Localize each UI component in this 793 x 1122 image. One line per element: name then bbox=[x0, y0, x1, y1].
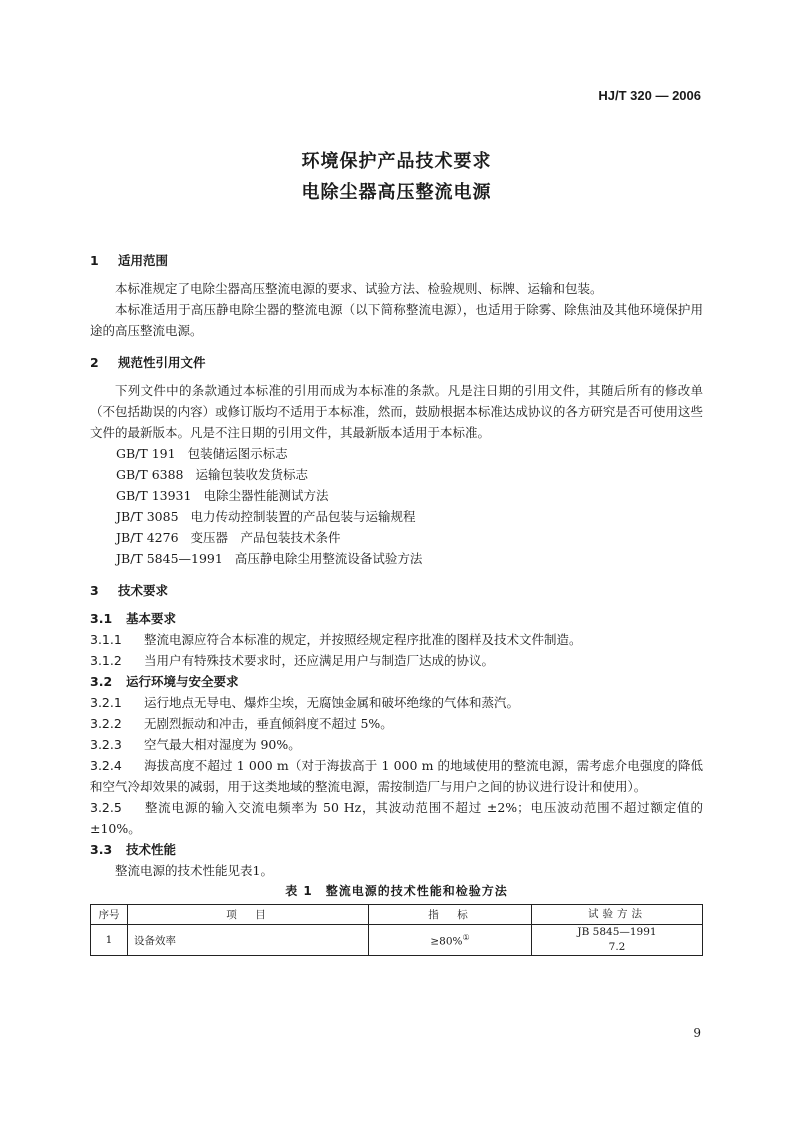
paragraph: 整流电源的技术性能见表1。 bbox=[115, 863, 273, 878]
paragraph: 本标准规定了电除尘器高压整流电源的要求、试验方法、检验规则、标牌、运输和包装。 bbox=[115, 281, 603, 296]
clause-text: 空气最大相对湿度为 90%。 bbox=[144, 737, 301, 752]
column-header-item: 项 目 bbox=[128, 905, 369, 925]
section-title: 技术要求 bbox=[118, 583, 169, 598]
paragraph: 下列文件中的条款通过本标准的引用而成为本标准的条款。凡是注日期的引用文件，其随后所有的修改单（不包括勘误的内容）或修订版均不适用于本标准，然而，鼓励根据本标准达成协议的各方研究是否可使用这些文件的最新版本。凡是不注日期的引用文件，其最新版本适用于本标准。 bbox=[90, 383, 703, 440]
subsection-title: 运行环境与安全要求 bbox=[126, 674, 239, 689]
clause-number: 3.2.1 bbox=[90, 695, 122, 710]
clause bbox=[90, 692, 703, 713]
clause-number: 3.2.4 bbox=[90, 758, 122, 773]
reference-code: GB/T 13931 bbox=[116, 488, 192, 503]
section-2-heading bbox=[90, 352, 703, 373]
clause bbox=[90, 713, 703, 734]
clause bbox=[90, 650, 703, 671]
clause-text: 当用户有特殊技术要求时，还应满足用户与制造厂达成的协议。 bbox=[144, 653, 495, 668]
subsection-heading bbox=[90, 608, 703, 629]
page-title-line2: 电除尘器高压整流电源 bbox=[301, 182, 492, 203]
reference-name: 高压静电除尘用整流设备试验方法 bbox=[234, 551, 423, 566]
subsection-title: 基本要求 bbox=[126, 611, 177, 626]
section-number: 1 bbox=[90, 253, 99, 268]
column-header-no: 序号 bbox=[91, 905, 128, 925]
reference-code: JB/T 5845—1991 bbox=[116, 551, 223, 566]
reference-code: GB/T 191 bbox=[116, 446, 176, 461]
subsection-number: 3.3 bbox=[90, 842, 113, 857]
table-caption: 表 1 整流电源的技术性能和检验方法 bbox=[285, 884, 508, 898]
cell-method bbox=[532, 925, 703, 956]
cell-no: 1 bbox=[91, 925, 128, 956]
reference-name: 运输包装收发货标志 bbox=[195, 467, 309, 482]
reference-name: 电力传动控制装置的产品包装与运输规程 bbox=[190, 509, 416, 524]
section-1-heading bbox=[90, 250, 703, 271]
reference-list bbox=[90, 443, 703, 569]
clause-number: 3.1.2 bbox=[90, 653, 122, 668]
reference-item bbox=[116, 443, 703, 464]
clause-text: 整流电源应符合本标准的规定，并按照经规定程序批准的图样及技术文件制造。 bbox=[144, 632, 582, 647]
reference-code: JB/T 3085 bbox=[116, 509, 179, 524]
column-header-spec: 指 标 bbox=[369, 905, 532, 925]
reference-item bbox=[116, 527, 703, 548]
column-header-method: 试验方法 bbox=[532, 905, 703, 925]
reference-item bbox=[116, 548, 703, 569]
subsection-number: 3.1 bbox=[90, 611, 113, 626]
document-code: HJ/T 320 — 2006 bbox=[598, 88, 701, 103]
section-title: 规范性引用文件 bbox=[118, 355, 206, 370]
method-standard: JB 5845—1991 bbox=[577, 926, 657, 938]
reference-item bbox=[116, 464, 703, 485]
cell-item: 设备效率 bbox=[128, 925, 369, 956]
section-title: 适用范围 bbox=[118, 253, 169, 268]
footnote-marker: ① bbox=[462, 932, 470, 942]
clause bbox=[90, 797, 703, 839]
performance-table bbox=[90, 904, 703, 956]
clause-number: 3.2.5 bbox=[90, 800, 122, 815]
clause-text: 运行地点无导电、爆炸尘埃，无腐蚀金属和破坏绝缘的气体和蒸汽。 bbox=[144, 695, 520, 710]
subsection-heading bbox=[90, 671, 703, 692]
reference-name: 变压器 产品包装技术条件 bbox=[190, 530, 341, 545]
reference-name: 包装储运图示标志 bbox=[187, 446, 288, 461]
method-clause: 7.2 bbox=[608, 941, 626, 953]
clause bbox=[90, 629, 703, 650]
clause bbox=[90, 755, 703, 797]
spec-value: ≥80% bbox=[430, 935, 463, 948]
section-number: 2 bbox=[90, 355, 99, 370]
cell-spec bbox=[369, 925, 532, 956]
clause bbox=[90, 734, 703, 755]
page-number: 9 bbox=[693, 1026, 701, 1040]
section-3-heading bbox=[90, 580, 703, 601]
page-title-line1: 环境保护产品技术要求 bbox=[301, 151, 492, 172]
reference-name: 电除尘器性能测试方法 bbox=[203, 488, 329, 503]
table-row bbox=[91, 925, 703, 956]
reference-item bbox=[116, 506, 703, 527]
clause-text: 海拔高度不超过 1 000 m（对于海拔高于 1 000 m 的地域使用的整流电源，需考虑介电强度的降低和空气冷却效果的减弱，用于这类地域的整流电源，需按制造厂与用户之间的协议进行设计和使用）。 bbox=[90, 758, 703, 794]
clause-number: 3.2.3 bbox=[90, 737, 122, 752]
reference-code: GB/T 6388 bbox=[116, 467, 184, 482]
clause-number: 3.2.2 bbox=[90, 716, 122, 731]
clause-number: 3.1.1 bbox=[90, 632, 122, 647]
clause-text: 无剧烈振动和冲击，垂直倾斜度不超过 5%。 bbox=[144, 716, 393, 731]
table-header-row bbox=[91, 905, 703, 925]
subsection-title: 技术性能 bbox=[126, 842, 177, 857]
clause-text: 整流电源的输入交流电频率为 50 Hz，其波动范围不超过 ±2%；电压波动范围不超过额定值的 ±10%。 bbox=[90, 800, 703, 836]
subsection-heading bbox=[90, 839, 703, 860]
subsection-number: 3.2 bbox=[90, 674, 113, 689]
document-body bbox=[90, 250, 703, 956]
reference-code: JB/T 4276 bbox=[116, 530, 179, 545]
reference-item bbox=[116, 485, 703, 506]
paragraph: 本标准适用于高压静电除尘器的整流电源（以下简称整流电源），也适用于除雾、除焦油及其他环境保护用途的高压整流电源。 bbox=[90, 302, 703, 338]
section-number: 3 bbox=[90, 583, 99, 598]
